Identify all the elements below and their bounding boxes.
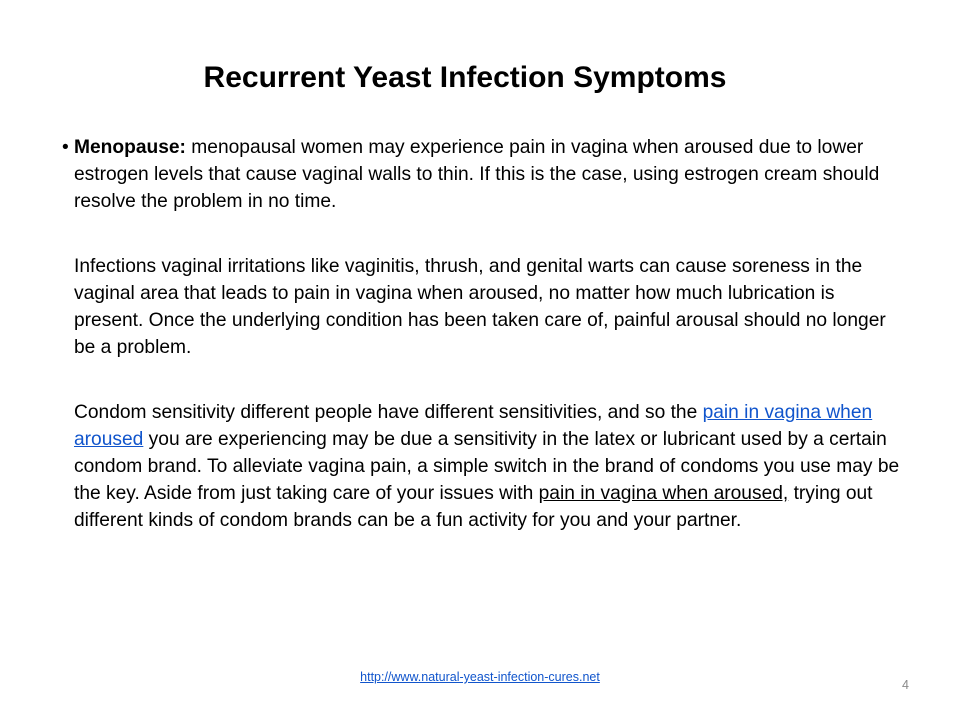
paragraph-infections <box>74 253 904 361</box>
slide-body <box>62 134 904 572</box>
term-menopause: Menopause: <box>74 137 186 158</box>
condom-text-after-link: you are experiencing may be due a sensitivity in the latex or lubricant used by a certain condom brand. To alleviate vagina pain, a simple switch in the brand of condoms you use may be the key. Aside from just taking care of your issues with <box>74 429 900 504</box>
bullet-icon: • <box>62 137 69 158</box>
pain-link[interactable]: pain in vagina when aroused <box>74 402 873 450</box>
underlined-phrase: pain in vagina when aroused, <box>538 483 789 504</box>
menopause-text: menopausal women may experience pain in vagina when aroused due to lower estrogen levels that cause vaginal walls to thin. If this is the case, using estrogen cream should resolve the problem in no time. <box>74 137 880 212</box>
condom-text-before-link: Condom sensitivity different people have different sensitivities, and so the <box>74 402 703 423</box>
infections-text: Infections vaginal irritations like vaginitis, thrush, and genital warts can cause soreness in the vaginal area that leads to pain in vagina when aroused, no matter how much lubrication is present. Once the underlying condition has been taken care of, painful arousal should no longer be a problem. <box>74 256 886 358</box>
slide-title: Recurrent Yeast Infection Symptoms <box>203 61 727 94</box>
slide-number: 4 <box>902 678 909 692</box>
condom-text-end: trying out different kinds of condom brands can be a fun activity for you and your partner. <box>74 483 873 531</box>
paragraph-menopause <box>62 134 904 215</box>
footer-url-link[interactable]: http://www.natural-yeast-infection-cures.net <box>360 670 600 684</box>
paragraph-condom-sensitivity <box>74 399 904 534</box>
